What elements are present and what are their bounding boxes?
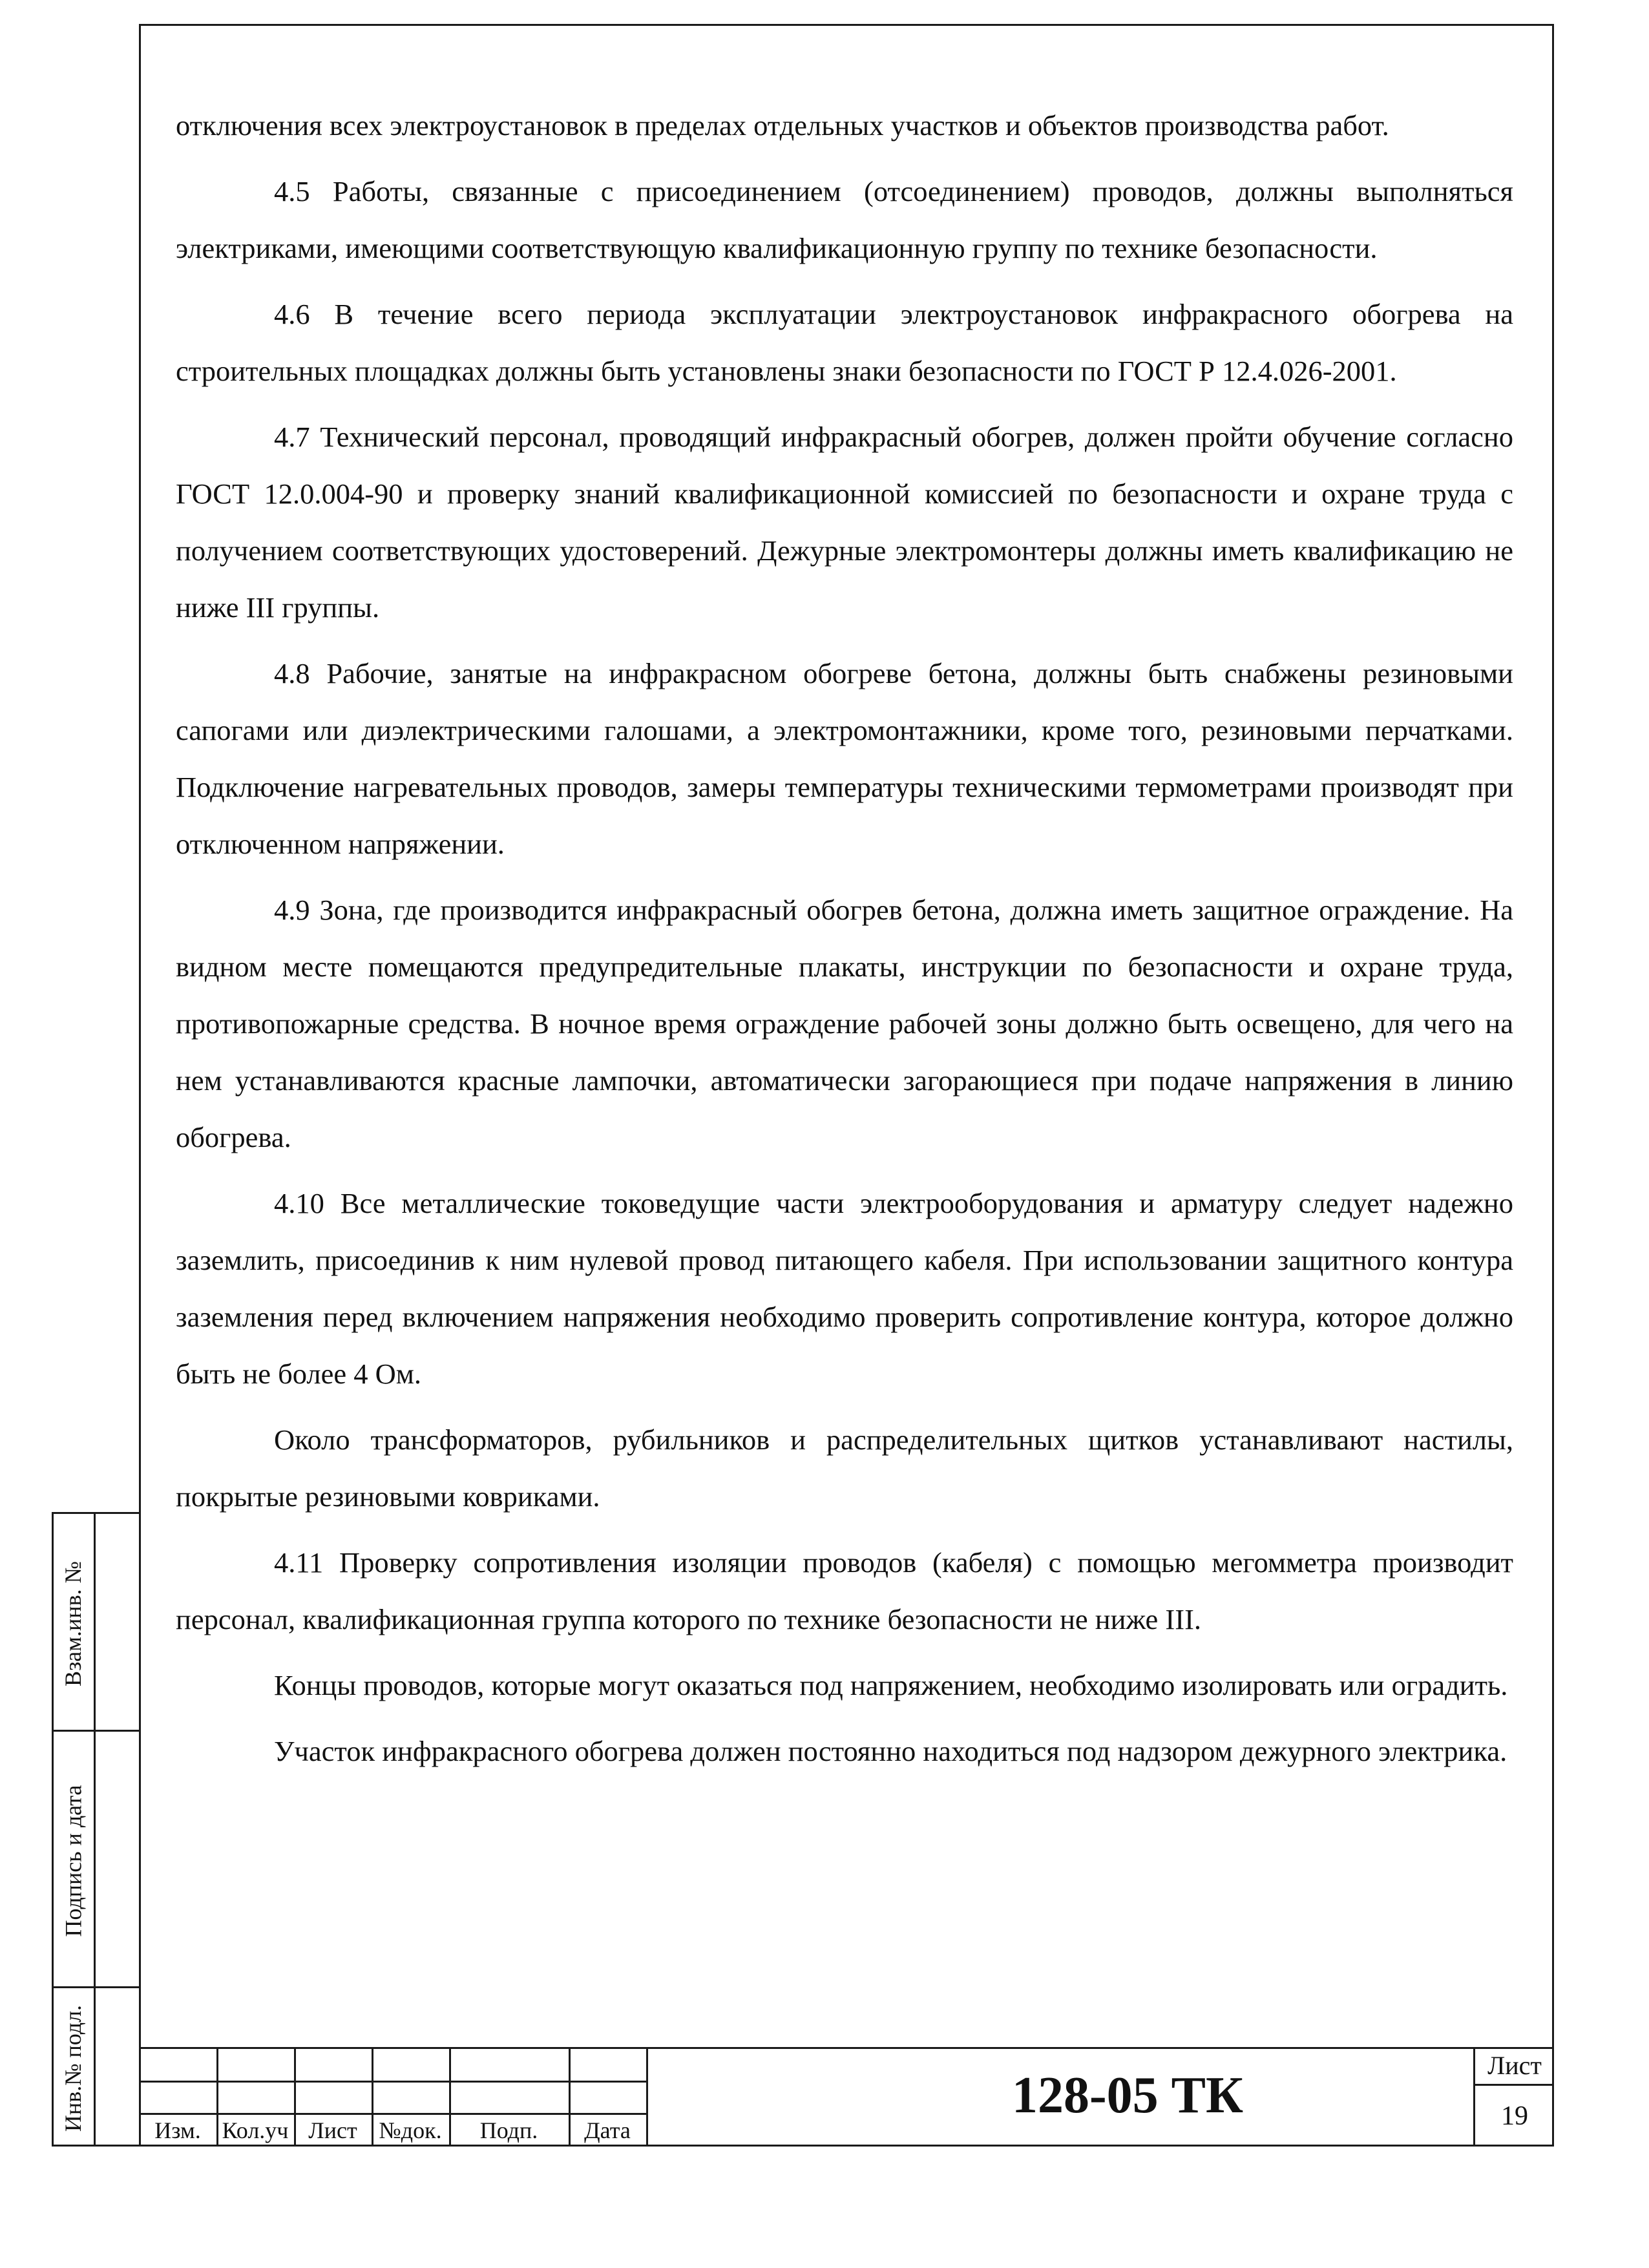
strip-cell-vzam (52, 1512, 139, 1732)
sheet-box (1473, 2047, 1554, 2147)
paragraph-wire-ends: Концы проводов, которые могут оказаться под напряжением, необходимо изолировать или оградить. (274, 1669, 1508, 1701)
document-body (176, 97, 1513, 1789)
strip-cell-podpis (52, 1730, 139, 1988)
paragraph-supervision: Участок инфракрасного обогрева должен постоянно находиться под надзором дежурного электрика. (274, 1735, 1507, 1767)
stamp-header-kol-uch: Кол.уч (222, 2117, 289, 2143)
stamp-header-list: Лист (308, 2117, 357, 2143)
strip-cell-inv-podl (52, 1986, 139, 2147)
paragraph-4-8: 4.8 Рабочие, занятые на инфракрасном обогреве бетона, должны быть снабжены резиновыми сапогами или диэлектрическими галошами, а электромонтажники, кроме того, резиновыми перчатками. Подключение нагревательных проводов, замеры температуры техническими термометрами производят при отключенном напряжении. (176, 657, 1513, 860)
paragraph-4-10: 4.10 Все металлические токоведущие части электрооборудования и арматуру следует надежно заземлить, присоединив к ним нулевой провод питающего кабеля. При использовании защитного контура заземления перед включением напряжения необходимо проверить сопротивление контура, которое должно быть не более 4 Ом. (176, 1187, 1513, 1390)
stamp-header-data: Дата (584, 2117, 631, 2143)
sheet-label: Лист (1475, 2047, 1554, 2086)
paragraph-4-9: 4.9 Зона, где производится инфракрасный обогрев бетона, должна иметь защитное ограждение. На видном месте помещаются предупредительные плакаты, инструкции по безопасности и охране труда, противопожарные средства. В ночное время ограждение рабочей зоны должно быть освещено, для чего на нем устанавливаются красные лампочки, автоматически загорающиеся при подаче напряжения в линию обогрева. (176, 894, 1513, 1153)
strip-label-inv-podl: Инв.№ подл. (60, 2004, 86, 2132)
strip-label-podpis-data: Подпись и дата (60, 1785, 87, 1937)
stamp-header-izm: Изм. (154, 2117, 201, 2143)
paragraph-4-5: 4.5 Работы, связанные с присоединением (отсоединением) проводов, должны выполняться электриками, имеющими соответствующую квалификационную группу по технике безопасности. (176, 175, 1513, 264)
paragraph-4-7: 4.7 Технический персонал, проводящий инфракрасный обогрев, должен пройти обучение согласно ГОСТ 12.0.004-90 и проверку знаний квалификационной комиссией по безопасности и охране труда с получением соответствующих удостоверений. Дежурные электромонтеры должны иметь квалификацию не ниже III группы. (176, 421, 1513, 624)
paragraph-continuation: отключения всех электроустановок в пределах отдельных участков и объектов производства работ. (176, 109, 1389, 142)
revision-grid (139, 2047, 646, 2147)
approval-strip (52, 1512, 139, 2147)
stamp-header-podp: Подп. (479, 2117, 538, 2143)
title-block (139, 2047, 1554, 2147)
paragraph-4-6: 4.6 В течение всего периода эксплуатации электроустановок инфракрасного обогрева на строительных площадках должны быть установлены знаки безопасности по ГОСТ Р 12.4.026-2001. (176, 298, 1513, 387)
paragraph-transformers: Около трансформаторов, рубильников и распределительных щитков устанавливают настилы, покрытые резиновыми ковриками. (176, 1423, 1513, 1513)
stamp-header-ndok: №док. (379, 2117, 442, 2143)
sheet-number: 19 (1501, 2101, 1528, 2131)
document-code: 128-05 ТК (1011, 2067, 1243, 2124)
strip-label-vzam-inv: Взам.инв. № (60, 1561, 86, 1686)
paragraph-4-11: 4.11 Проверку сопротивления изоляции проводов (кабеля) с помощью мегомметра производит персонал, квалификационная группа которого по технике безопасности не ниже III. (176, 1546, 1513, 1635)
